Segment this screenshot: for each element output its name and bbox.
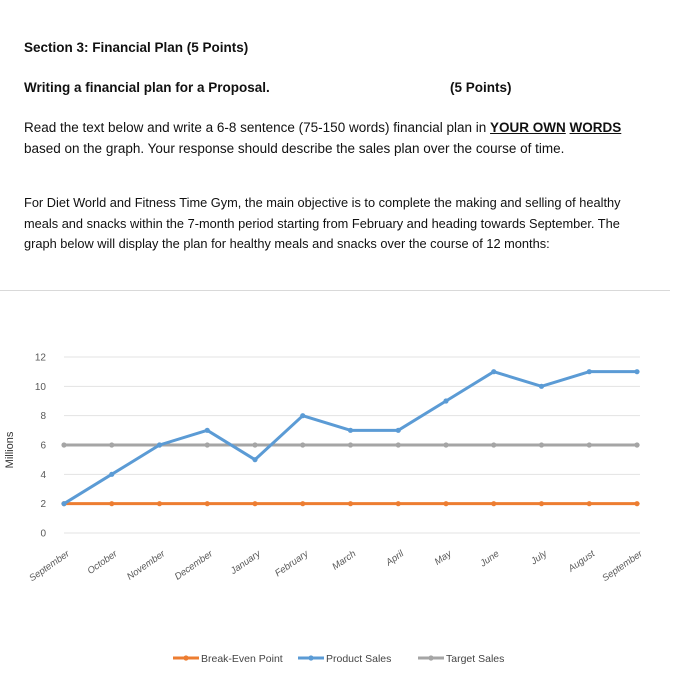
product-sales-line [64, 372, 637, 504]
target-sales-point [252, 442, 257, 447]
x-tick-label: February [273, 548, 311, 580]
x-tick-label: September [600, 548, 645, 585]
x-tick-label: September [27, 548, 72, 585]
product-sales-point [539, 384, 544, 389]
product-sales-point [587, 369, 592, 374]
emphasis-your-own: YOUR OWN [490, 120, 566, 135]
target-sales-point [300, 442, 305, 447]
target-sales-point [634, 442, 639, 447]
target-sales-legend-marker [428, 655, 433, 660]
target-sales-point [491, 442, 496, 447]
product-sales-point [396, 428, 401, 433]
x-tick-label: August [566, 548, 597, 575]
target-sales-point [539, 442, 544, 447]
target-sales-legend-label: Target Sales [446, 653, 505, 665]
instructions-part1: Read the text below and write a 6-8 sentence (75-150 words) financial plan in [24, 120, 491, 135]
y-tick-label: 4 [40, 469, 46, 481]
target-sales-point [348, 442, 353, 447]
product-sales-point [109, 472, 114, 477]
emphasis-words: WORDS [569, 120, 622, 135]
product-sales-point [348, 428, 353, 433]
x-tick-label: July [529, 548, 550, 568]
x-tick-label: May [432, 548, 454, 568]
x-tick-label: March [330, 548, 359, 573]
body-paragraph: For Diet World and Fitness Time Gym, the main objective is to complete the making and selling of healthy meals and snacks within the 7-month period starting from February and heading towards September. The graph below will display the plan for healthy meals and snacks over the course of 12 months: [24, 195, 621, 251]
y-axis-title: Millions [4, 431, 16, 469]
target-sales-point [109, 442, 114, 447]
product-sales-point [205, 428, 210, 433]
break-even-point-legend-label: Break-Even Point [201, 653, 283, 665]
y-tick-label: 8 [40, 411, 46, 423]
target-sales-point [396, 442, 401, 447]
product-sales-legend-label: Product Sales [326, 653, 392, 665]
x-tick-label: October [85, 548, 120, 577]
x-tick-label: June [478, 548, 502, 570]
x-tick-label: January [228, 548, 263, 577]
break-even-point-point [252, 501, 257, 506]
line-chart [0, 295, 688, 695]
section-title: Section 3: Financial Plan (5 Points) [24, 40, 249, 55]
instructions-paragraph [24, 117, 624, 159]
break-even-point-point [634, 501, 639, 506]
y-tick-label: 6 [40, 440, 46, 452]
break-even-point-legend-marker [183, 655, 188, 660]
target-sales-point [205, 442, 210, 447]
chart-divider [0, 290, 670, 291]
y-tick-label: 10 [34, 381, 46, 393]
y-tick-label: 2 [40, 499, 46, 511]
break-even-point-point [348, 501, 353, 506]
product-sales-point [300, 413, 305, 418]
break-even-point-point [587, 501, 592, 506]
break-even-point-point [443, 501, 448, 506]
product-sales-point [252, 457, 257, 462]
x-tick-label: April [384, 548, 406, 569]
break-even-point-point [396, 501, 401, 506]
y-tick-label: 12 [34, 352, 46, 364]
product-sales-point [61, 501, 66, 506]
x-tick-label: November [125, 548, 168, 583]
target-sales-point [443, 442, 448, 447]
points-label: (5 Points) [450, 80, 512, 95]
break-even-point-point [157, 501, 162, 506]
y-tick-label: 0 [40, 528, 46, 540]
x-tick-label: December [172, 548, 215, 583]
product-sales-point [443, 398, 448, 403]
break-even-point-point [205, 501, 210, 506]
target-sales-point [61, 442, 66, 447]
break-even-point-point [491, 501, 496, 506]
product-sales-point [157, 442, 162, 447]
subtitle: Writing a financial plan for a Proposal. [24, 80, 270, 95]
product-sales-legend-marker [308, 655, 313, 660]
break-even-point-point [539, 501, 544, 506]
instructions-part2: based on the graph. Your response should describe the sales plan over the course of time. [24, 141, 565, 156]
break-even-point-point [109, 501, 114, 506]
target-sales-point [587, 442, 592, 447]
break-even-point-point [300, 501, 305, 506]
product-sales-point [491, 369, 496, 374]
product-sales-point [634, 369, 639, 374]
